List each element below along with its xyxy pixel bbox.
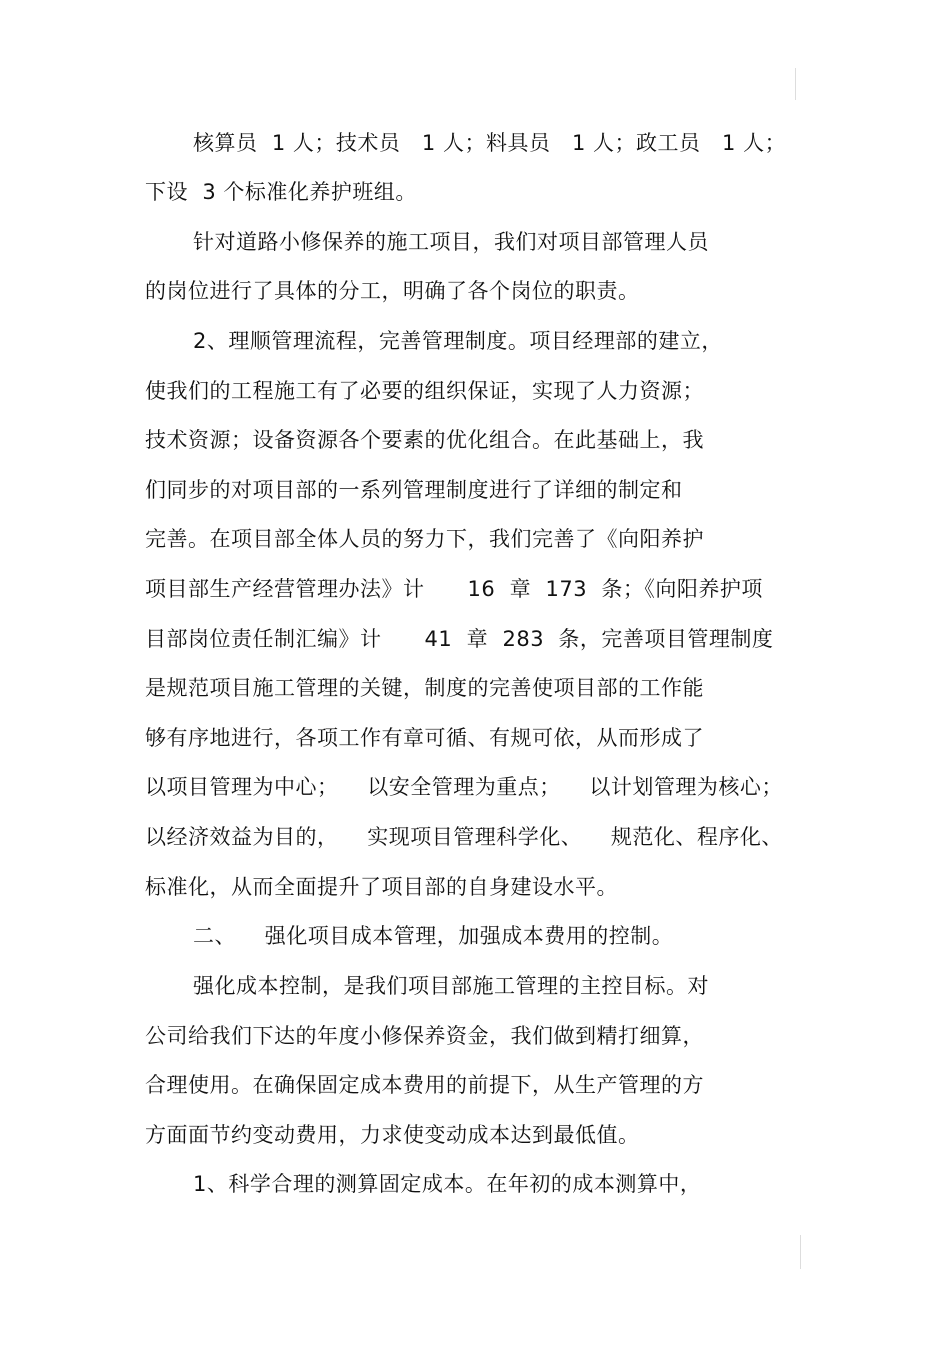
- page-edge-mark-top: [795, 68, 796, 100]
- text-line: 强化成本控制，是我们项目部施工管理的主控目标。对: [193, 974, 709, 998]
- text-line: 核算员 1 人；技术员 1 人；料具员 1 人；政工员 1 人；: [193, 131, 787, 155]
- page-edge-mark-bottom: [800, 1235, 801, 1269]
- text-line: 们同步的对项目部的一系列管理制度进行了详细的制定和: [145, 478, 683, 502]
- text-line: 方面面节约变动费用，力求使变动成本达到最低值。: [145, 1123, 640, 1147]
- text-line: 使我们的工程施工有了必要的组织保证，实现了人力资源；: [145, 379, 704, 403]
- text-line: 标准化，从而全面提升了项目部的自身建设水平。: [145, 875, 618, 899]
- text-line: 公司给我们下达的年度小修保养资金，我们做到精打细算，: [145, 1024, 704, 1048]
- text-line: 针对道路小修保养的施工项目，我们对项目部管理人员: [193, 230, 709, 254]
- section-heading: 二、 强化项目成本管理，加强成本费用的控制。: [193, 924, 674, 948]
- text-line: 以经济效益为目的， 实现项目管理科学化、 规范化、程序化、: [145, 825, 783, 849]
- text-line: 是规范项目施工管理的关键，制度的完善使项目部的工作能: [145, 676, 704, 700]
- text-line: 1、科学合理的测算固定成本。在年初的成本测算中，: [193, 1172, 702, 1196]
- text-line: 以项目管理为中心； 以安全管理为重点； 以计划管理为核心；: [145, 775, 783, 799]
- text-line: 的岗位进行了具体的分工，明确了各个岗位的职责。: [145, 279, 640, 303]
- text-line: 项目部生产经营管理办法》计 16 章 173 条；《向阳养护项: [145, 577, 763, 601]
- text-line: 合理使用。在确保固定成本费用的前提下，从生产管理的方: [145, 1073, 704, 1097]
- text-line: 目部岗位责任制汇编》计 41 章 283 条，完善项目管理制度: [145, 627, 774, 651]
- text-line: 技术资源；设备资源各个要素的优化组合。在此基础上，我: [145, 428, 704, 452]
- text-line: 够有序地进行，各项工作有章可循、有规可依，从而形成了: [145, 726, 704, 750]
- text-line: 完善。在项目部全体人员的努力下，我们完善了《向阳养护: [145, 527, 704, 551]
- text-line: 下设 3 个标准化养护班组。: [145, 180, 417, 204]
- text-line: 2、理顺管理流程，完善管理制度。项目经理部的建立，: [193, 329, 723, 353]
